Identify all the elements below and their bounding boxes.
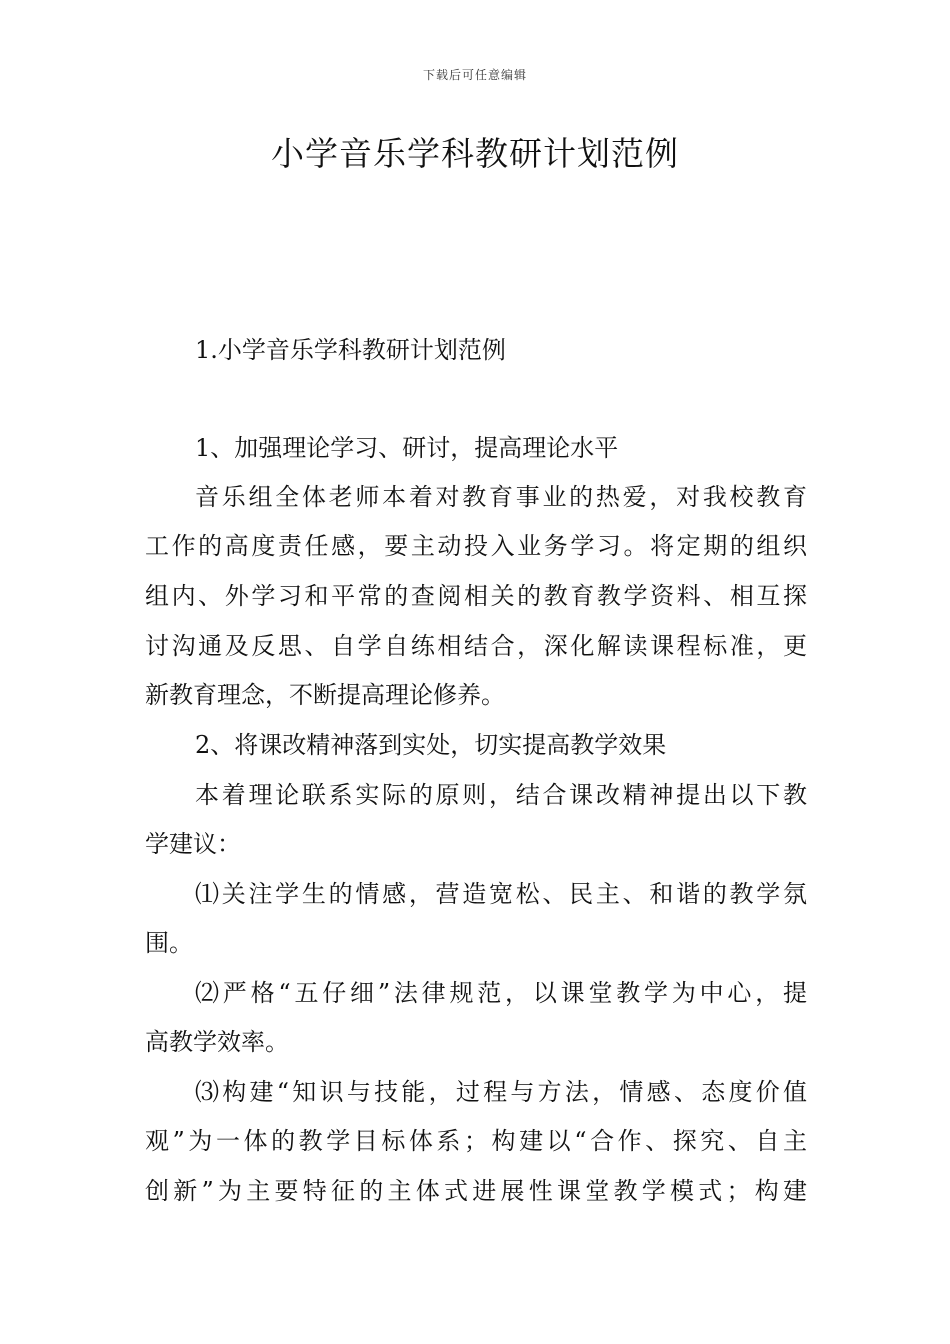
paragraph-line: 音乐组全体老师本着对教育事业的热爱，对我校教育 [195, 483, 807, 511]
paragraph-line: 创新”为主要特征的主体式进展性课堂教学模式；构建 [145, 1177, 807, 1205]
paragraph-line: 学建议： [145, 830, 241, 858]
paragraph-line: 讨沟通及反思、自学自练相结合，深化解读课程标准，更 [145, 632, 807, 660]
header-note: 下载后可任意编辑 [422, 68, 527, 82]
paragraph-line: 本着理论联系实际的原则，结合课改精神提出以下教 [195, 781, 807, 809]
list-item-1: ⑴关注学生的情感，营造宽松、民主、和谐的教学氛 [195, 880, 807, 908]
paragraph-line: 观”为一体的教学目标体系；构建以“合作、探究、自主 [145, 1127, 807, 1155]
subheading-2: 2、将课改精神落到实处，切实提高教学效果 [195, 731, 667, 759]
paragraph-line: 新教育理念，不断提高理论修养。 [145, 681, 505, 709]
list-item-2: ⑵严格“五仔细”法律规范，以课堂教学为中心，提 [195, 979, 807, 1007]
subheading-1: 1、加强理论学习、研讨，提高理论水平 [195, 434, 619, 462]
paragraph-line: 围。 [145, 929, 193, 957]
section-heading: 1.小学音乐学科教研计划范例 [195, 336, 506, 364]
paragraph-line: 高教学效率。 [145, 1028, 289, 1056]
paragraph-line: 工作的高度责任感，要主动投入业务学习。将定期的组织 [145, 532, 807, 560]
paragraph-line: 组内、外学习和平常的查阅相关的教育教学资料、相互探 [145, 582, 807, 610]
document-title: 小学音乐学科教研计划范例 [271, 134, 679, 173]
list-item-3: ⑶构建“知识与技能，过程与方法，情感、态度价值 [195, 1078, 807, 1106]
